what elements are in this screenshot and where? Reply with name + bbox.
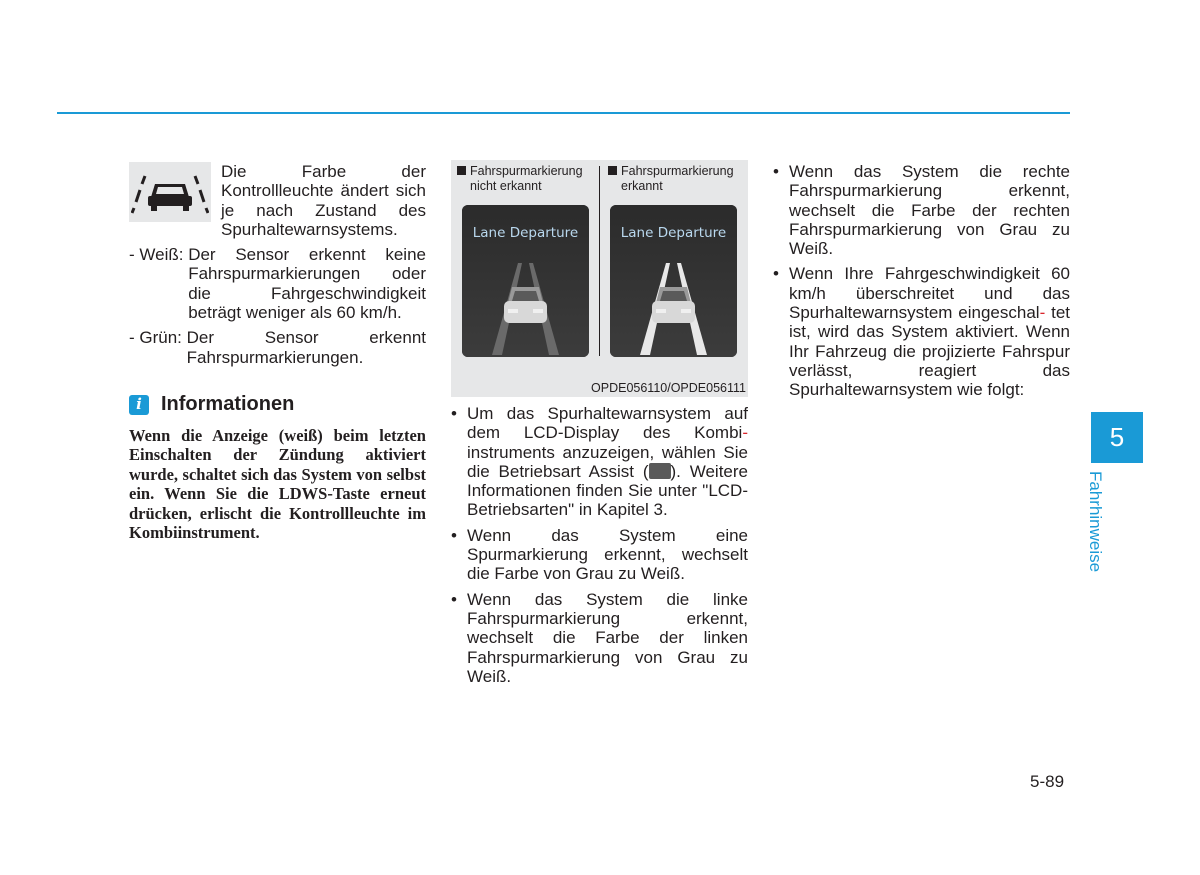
info-heading xyxy=(129,395,426,415)
state-description: Der Sensor erkennt keine Fahrspurmarkierungen oder die Fahrgeschwindigkeit beträgt weniger als 60 km/h. xyxy=(188,245,426,323)
panel-title: Lane Departure xyxy=(620,225,727,241)
state-green xyxy=(129,328,426,367)
left-column xyxy=(129,162,426,542)
caption-line: nicht erkannt xyxy=(470,179,542,193)
chapter-label: Fahrhinweise xyxy=(1086,471,1105,573)
figure-divider xyxy=(599,166,600,356)
panel-title: Lane Departure xyxy=(472,225,579,241)
bullet-marker: • xyxy=(773,264,779,284)
state-term: - Grün: xyxy=(129,328,187,348)
indicator-row xyxy=(129,162,426,239)
info-body: Wenn die Anzeige (weiß) beim letzten Einschalten der Zündung aktiviert wurde, schaltet sich das System von selbst ein. Wenn Sie die LDWS-Taste erneut drücken, erlischt die Kontrollleuchte im Kombiinstrument. xyxy=(129,425,426,542)
list-item-text: Um das Spurhaltewarnsystem auf dem LCD-Display des Kombi- instruments anzuzeigen, wählen Sie die Betriebsart Assist ( ). Weitere Informationen finden Sie unter "LCD-Betriebsarten" in Kapitel 3. xyxy=(467,404,748,520)
indicator-description: Die Farbe der Kontrollleuchte ändert sich je nach Zustand des Spurhaltewarnsystems. xyxy=(221,162,426,239)
list-item xyxy=(451,590,748,686)
page-number: 5-89 xyxy=(1030,772,1065,791)
list-item-text: Wenn das System die linke Fahrspurmarkierung erkennt, wechselt die Farbe der linken Fahrspurmarkierung von Grau zu Weiß. xyxy=(467,589,748,686)
list-item-text: Wenn das System eine Spurmarkierung erkennt, wechselt die Farbe von Grau zu Weiß. xyxy=(467,525,748,584)
bullet-marker: • xyxy=(451,525,457,545)
display-panel-detected xyxy=(610,205,737,357)
info-title: Informationen xyxy=(161,393,295,416)
lane-departure-figure xyxy=(451,160,748,397)
caption-bullet-icon xyxy=(608,166,617,175)
middle-column xyxy=(451,404,748,692)
bullet-marker: • xyxy=(451,589,457,609)
caption-line: Fahrspurmarkierung xyxy=(621,164,734,178)
assist-mode-icon xyxy=(649,463,671,479)
bullet-marker: • xyxy=(773,162,779,181)
figure-code: OPDE056110/OPDE056111 xyxy=(591,381,746,395)
info-icon: i xyxy=(129,395,149,415)
state-description: Der Sensor erkennt Fahrspurmarkierungen. xyxy=(186,328,426,367)
list-item-text: Wenn Ihre Fahrgeschwindigkeit 60 km/h überschreitet und das Spurhaltewarnsystem eingeschal- tet ist, wird das System aktiviert. Wenn Ihr Fahrzeug die projizierte Fahrspur verlässt, reagiert das Spurhaltewarnsystem wie folgt: xyxy=(789,264,1070,400)
list-item xyxy=(773,264,1070,399)
figure-caption-right xyxy=(608,164,734,194)
list-item xyxy=(773,162,1070,258)
chapter-tab: 5 xyxy=(1091,412,1143,463)
state-term: - Weiß: xyxy=(129,245,189,265)
figure-caption-left xyxy=(457,164,583,194)
header-rule xyxy=(57,112,1070,114)
display-panel-not-detected xyxy=(462,205,589,357)
caption-line: erkannt xyxy=(621,179,663,193)
list-item xyxy=(451,404,748,520)
state-white xyxy=(129,245,426,322)
right-column xyxy=(773,162,1070,406)
list-item-text: Wenn das System die rechte Fahrspurmarkierung erkennt, wechselt die Farbe der rechten Fahrspurmarkierung von Grau zu Weiß. xyxy=(789,162,1070,259)
list-item xyxy=(451,526,748,584)
lane-departure-icon xyxy=(129,162,211,222)
caption-bullet-icon xyxy=(457,166,466,175)
bullet-marker: • xyxy=(451,404,457,423)
caption-line: Fahrspurmarkierung xyxy=(470,164,583,178)
